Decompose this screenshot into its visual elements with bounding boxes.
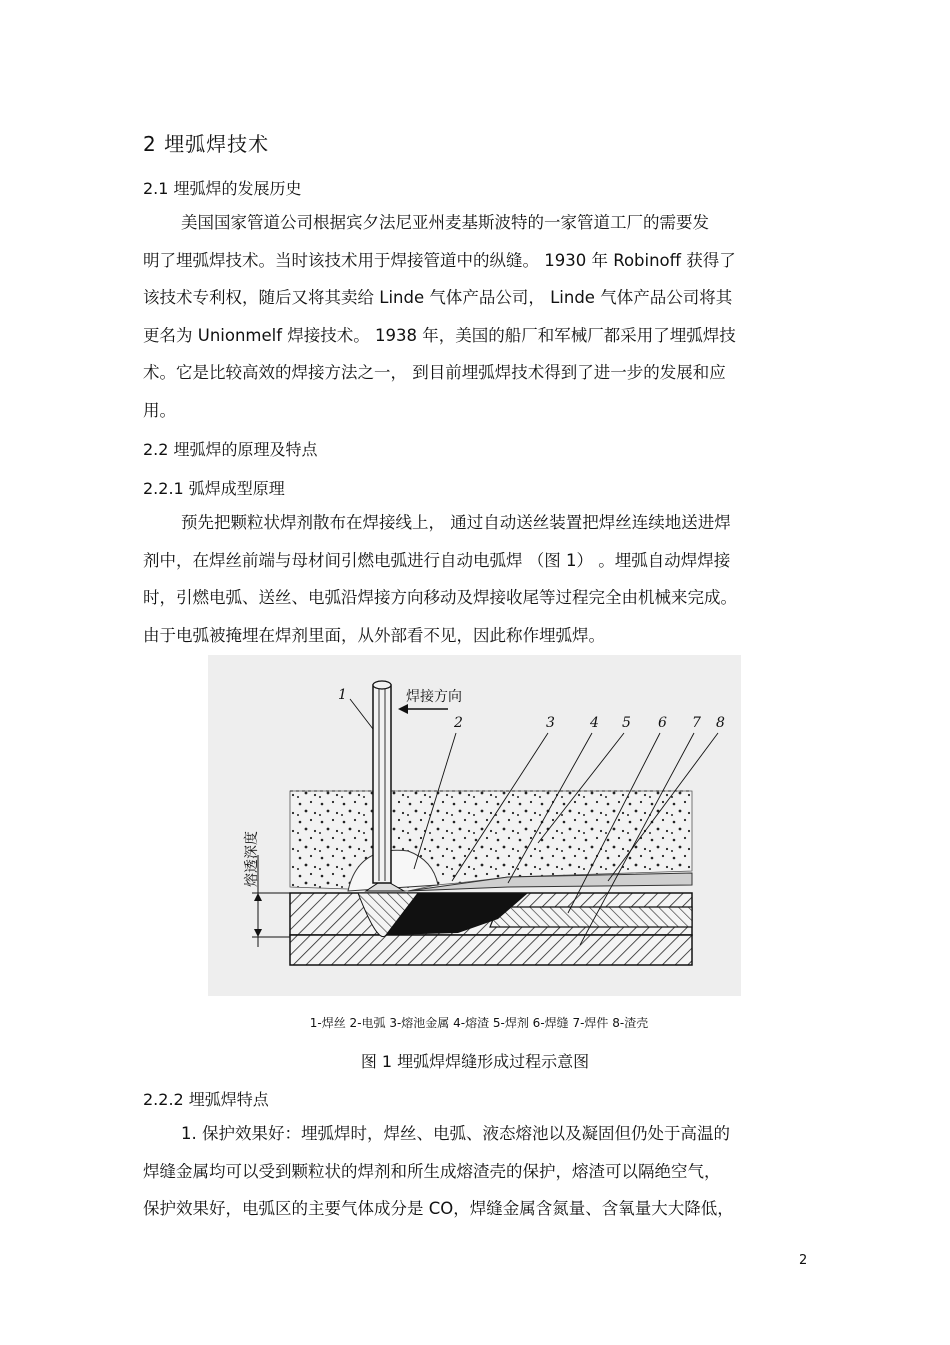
figure-legend: 1-焊丝 2-电弧 3-熔池金属 4-熔渣 5-焊剂 6-焊缝 7-焊件 8-渣壳 (309, 1016, 649, 1030)
paragraph-line: 明了埋弧焊技术。当时该技术用于焊接管道中的纵缝。 1930 年 Robinoff 获得了 (143, 250, 736, 270)
paragraph-line: 保护效果好，电弧区的主要气体成分是 CO，焊缝金属含氮量、含氧量大大降低， (143, 1199, 734, 1218)
penetration-depth-label: 熔透深度 (244, 831, 260, 887)
paragraph-line: 剂中，在焊丝前端与母材间引燃电弧进行自动电弧焊 （图 1） 。埋弧自动焊焊接 (143, 550, 731, 570)
heading-2-2: 2.2 埋弧焊的原理及特点 (143, 440, 318, 459)
paragraph-line: 用。 (143, 400, 176, 420)
paragraph-line: 美国国家管道公司根据宾夕法尼亚州麦基斯波特的一家管道工厂的需要发 (181, 213, 709, 232)
heading-2-1: 2.1 埋弧焊的发展历史 (143, 179, 302, 198)
figure-caption: 图 1 埋弧焊焊缝形成过程示意图 (360, 1052, 590, 1071)
paragraph-line: 术。它是比较高效的焊接方法之一， 到目前埋弧焊技术得到了进一步的发展和应 (143, 363, 726, 382)
paragraph-principle (143, 504, 808, 654)
section-title: 2 埋弧焊技术 (143, 132, 270, 156)
label-number: 1 (338, 687, 347, 703)
paragraph-line: 预先把颗粒状焊剂散布在焊接线上， 通过自动送丝装置把焊丝连续地送进焊 (181, 513, 731, 532)
welding-wire (373, 685, 391, 883)
page-number: 2 (799, 1253, 808, 1268)
workpiece-lower (290, 935, 692, 965)
label-number: 6 (658, 715, 667, 731)
paragraph-line: 焊缝金属均可以受到颗粒状的焊剂和所生成熔渣壳的保护，熔渣可以隔绝空气， (143, 1161, 721, 1181)
label-number: 2 (454, 715, 463, 731)
label-number: 7 (692, 715, 701, 731)
figure-1-diagram (208, 655, 741, 996)
heading-2-2-2: 2.2.2 埋弧焊特点 (143, 1090, 269, 1109)
paragraph-line: 更名为 Unionmelf 焊接技术。 1938 年，美国的船厂和军械厂都采用了埋弧焊技 (143, 325, 736, 345)
label-number: 8 (716, 715, 725, 731)
paragraph-line: 由于电弧被掩埋在焊剂里面，从外部看不见，因此称作埋弧焊。 (143, 625, 605, 645)
label-number: 3 (546, 715, 555, 731)
label-number: 4 (590, 715, 599, 731)
paragraph-line: 时，引燃电弧、送丝、电弧沿焊接方向移动及焊接收尾等过程完全由机械来完成。 (143, 588, 737, 607)
heading-2-2-1: 2.2.1 弧焊成型原理 (143, 479, 285, 498)
welding-direction-label: 焊接方向 (406, 689, 462, 705)
paragraph-features (143, 1115, 808, 1228)
paragraph-line: 1. 保护效果好：埋弧焊时，焊丝、电弧、液态熔池以及凝固但仍处于高温的 (181, 1124, 730, 1143)
label-number: 5 (622, 715, 631, 731)
paragraph-history (143, 204, 808, 429)
paragraph-line: 该技术专利权，随后又将其卖给 Linde 气体产品公司， Linde 气体产品公司将其 (143, 288, 733, 307)
diagram-svg (208, 655, 741, 996)
